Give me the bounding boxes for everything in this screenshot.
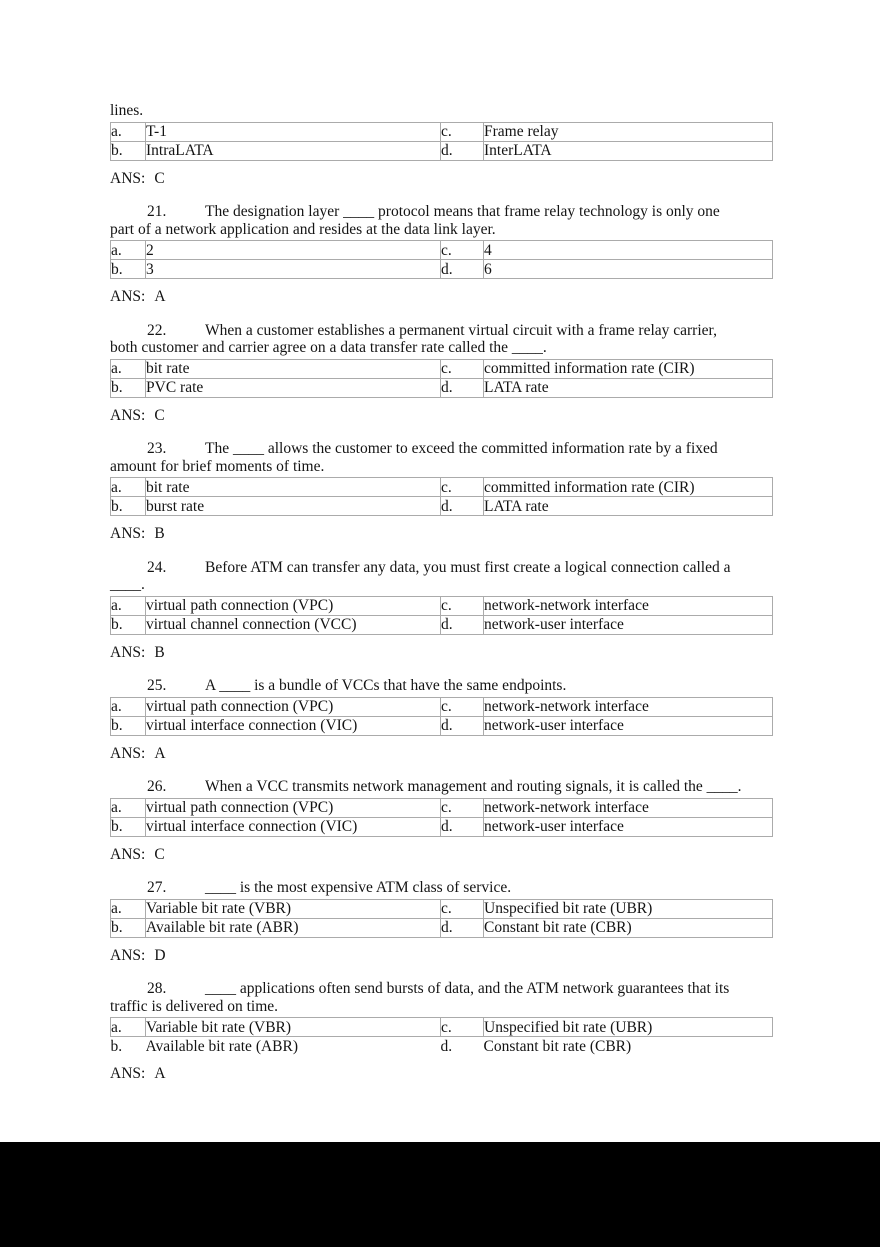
question-text [110, 879, 772, 897]
question-text [110, 980, 772, 998]
options-table [110, 359, 773, 398]
answer-line [110, 525, 772, 543]
answer-value: C [154, 406, 165, 424]
question-number: 26. [147, 778, 167, 795]
option-letter-a: a. [111, 899, 146, 918]
option-letter-a: a. [111, 798, 146, 817]
option-letter-d: d. [441, 615, 484, 634]
question-line: lines. [110, 102, 144, 119]
option-text-a: T-1 [146, 122, 441, 141]
answer-line [110, 407, 772, 425]
question-number: 22. [147, 321, 167, 339]
option-text-b: Available bit rate (ABR) [146, 918, 441, 937]
question-number: 23. [147, 440, 167, 457]
option-text-c: 4 [484, 241, 773, 260]
option-letter-b: b. [111, 378, 146, 397]
option-text-a: Variable bit rate (VBR) [146, 899, 441, 918]
option-letter-a: a. [111, 596, 146, 615]
answer-line [110, 644, 772, 662]
option-text-a: 2 [146, 241, 441, 260]
option-text-d: InterLATA [484, 141, 773, 160]
option-text-a: virtual path connection (VPC) [146, 697, 441, 716]
option-letter-c: c. [441, 1018, 484, 1037]
option-letter-b: b. [111, 918, 146, 937]
option-letter-c: c. [441, 596, 484, 615]
question-block [110, 102, 772, 187]
question-line: both customer and carrier agree on a data transfer rate called the ____. [110, 339, 547, 356]
answer-line [110, 947, 772, 965]
option-letter-c: c. [441, 122, 484, 141]
question-number: 28. [147, 980, 167, 997]
question-line: ____ is the most expensive ATM class of service. [205, 879, 512, 896]
question-block [110, 980, 772, 1082]
question-text [110, 677, 772, 695]
answer-label: ANS: [110, 288, 146, 305]
question-number: 24. [147, 558, 167, 576]
options-table [110, 240, 773, 279]
question-line: traffic is delivered on time. [110, 997, 279, 1015]
answer-value: C [154, 169, 165, 187]
answer-label: ANS: [110, 169, 146, 187]
option-text-a: bit rate [146, 359, 441, 378]
option-text-a: virtual path connection (VPC) [146, 798, 441, 817]
question-block [110, 322, 772, 425]
option-text-c: Unspecified bit rate (UBR) [484, 1018, 773, 1037]
question-block [110, 778, 772, 863]
option-text-d: network-user interface [484, 615, 773, 634]
option-text-c: network-network interface [484, 596, 773, 615]
option-text-c: committed information rate (CIR) [484, 478, 773, 497]
answer-label: ANS: [110, 744, 146, 762]
answer-label: ANS: [110, 406, 146, 424]
answer-label: ANS: [110, 1064, 146, 1082]
answer-line [110, 745, 772, 763]
options-table [110, 477, 773, 516]
answer-value: A [154, 1064, 166, 1082]
option-letter-c: c. [441, 697, 484, 716]
question-line: The ____ allows the customer to exceed the committed information rate by a fixed [205, 440, 718, 457]
question-line: Before ATM can transfer any data, you must first create a logical connection called a [205, 558, 731, 576]
question-line: ____ applications often send bursts of data, and the ATM network guarantees that its [205, 980, 730, 997]
options-table [110, 798, 773, 837]
question-text [110, 440, 772, 458]
option-letter-c: c. [441, 899, 484, 918]
question-text [110, 778, 772, 796]
question-text [110, 203, 772, 221]
option-letter-a: a. [111, 697, 146, 716]
question-block [110, 203, 772, 306]
option-letter-b: b. [111, 716, 146, 735]
option-letter-c: c. [441, 798, 484, 817]
option-letter-d: d. [441, 141, 484, 160]
option-text-b: Available bit rate (ABR) [145, 1037, 299, 1055]
option-text-c: Unspecified bit rate (UBR) [484, 899, 773, 918]
answer-line [110, 1065, 772, 1083]
option-letter-c: c. [441, 478, 484, 497]
question-line: A ____ is a bundle of VCCs that have the same endpoints. [205, 677, 567, 694]
question-line: When a VCC transmits network management and routing signals, it is called the ____. [205, 778, 742, 795]
option-letter-d: d. [441, 260, 484, 279]
document-page [110, 102, 772, 1098]
option-text-c: network-network interface [484, 697, 773, 716]
option-text-d: network-user interface [484, 716, 773, 735]
option-letter-d: d. [441, 497, 484, 516]
option-letter-a: a. [111, 359, 146, 378]
option-text-c: network-network interface [484, 798, 773, 817]
question-text [110, 322, 772, 340]
option-letter-d: d. [441, 817, 484, 836]
answer-line [110, 288, 772, 306]
bottom-black-band [0, 1142, 880, 1247]
option-letter-b: b. [111, 260, 146, 279]
option-letter-b: b. [111, 817, 146, 836]
question-line: amount for brief moments of time. [110, 457, 325, 475]
answer-label: ANS: [110, 946, 146, 964]
option-letter-c: c. [441, 241, 484, 260]
option-text-c: committed information rate (CIR) [484, 359, 773, 378]
answer-line [110, 846, 772, 864]
option-text-b: IntraLATA [146, 141, 441, 160]
answer-value: A [154, 288, 166, 305]
option-letter-a: a. [111, 478, 146, 497]
question-block [110, 559, 772, 662]
option-letter-d: d. [440, 1037, 453, 1055]
answer-label: ANS: [110, 525, 146, 542]
answer-label: ANS: [110, 845, 146, 863]
option-letter-b: b. [111, 497, 146, 516]
option-text-b: 3 [146, 260, 441, 279]
option-letter-a: a. [111, 241, 146, 260]
question-number: 27. [147, 879, 167, 896]
options-table [110, 596, 773, 635]
option-letter-d: d. [441, 378, 484, 397]
options-table [110, 899, 773, 938]
answer-value: A [154, 744, 166, 762]
option-text-a: Variable bit rate (VBR) [146, 1018, 441, 1037]
option-letter-b: b. [111, 141, 146, 160]
options-table [110, 1017, 773, 1056]
option-text-c: Frame relay [484, 122, 773, 141]
option-text-b: PVC rate [146, 378, 441, 397]
question-line: When a customer establishes a permanent virtual circuit with a frame relay carrier, [205, 321, 717, 339]
question-block [110, 879, 772, 964]
question-line: part of a network application and resides at the data link layer. [110, 220, 496, 238]
question-number: 25. [147, 677, 167, 694]
answer-value: B [154, 643, 165, 661]
option-text-b: burst rate [146, 497, 441, 516]
answer-value: B [154, 525, 165, 542]
option-letter-b: b. [111, 615, 146, 634]
answer-value: D [154, 946, 166, 964]
option-text-d: LATA rate [484, 497, 773, 516]
answer-line [110, 170, 772, 188]
option-text-d: Constant bit rate (CBR) [483, 1037, 632, 1055]
options-table [110, 697, 773, 736]
option-letter-a: a. [111, 1018, 146, 1037]
question-line: ____. [110, 576, 145, 593]
option-text-d: Constant bit rate (CBR) [484, 918, 773, 937]
answer-value: C [154, 845, 165, 863]
question-block [110, 677, 772, 762]
option-text-d: 6 [484, 260, 773, 279]
question-number: 21. [147, 203, 167, 220]
option-letter-b: b. [110, 1037, 123, 1055]
option-text-a: bit rate [146, 478, 441, 497]
option-text-d: network-user interface [484, 817, 773, 836]
option-text-b: virtual interface connection (VIC) [146, 817, 441, 836]
option-text-a: virtual path connection (VPC) [146, 596, 441, 615]
option-letter-d: d. [441, 716, 484, 735]
question-block [110, 440, 772, 543]
option-letter-d: d. [441, 918, 484, 937]
option-text-b: virtual channel connection (VCC) [146, 615, 441, 634]
option-letter-a: a. [111, 122, 146, 141]
option-letter-c: c. [441, 359, 484, 378]
options-table [110, 122, 773, 161]
option-text-b: virtual interface connection (VIC) [146, 716, 441, 735]
option-text-d: LATA rate [484, 378, 773, 397]
question-text [110, 559, 772, 577]
question-line: The designation layer ____ protocol means that frame relay technology is only one [205, 203, 720, 220]
answer-label: ANS: [110, 643, 146, 661]
